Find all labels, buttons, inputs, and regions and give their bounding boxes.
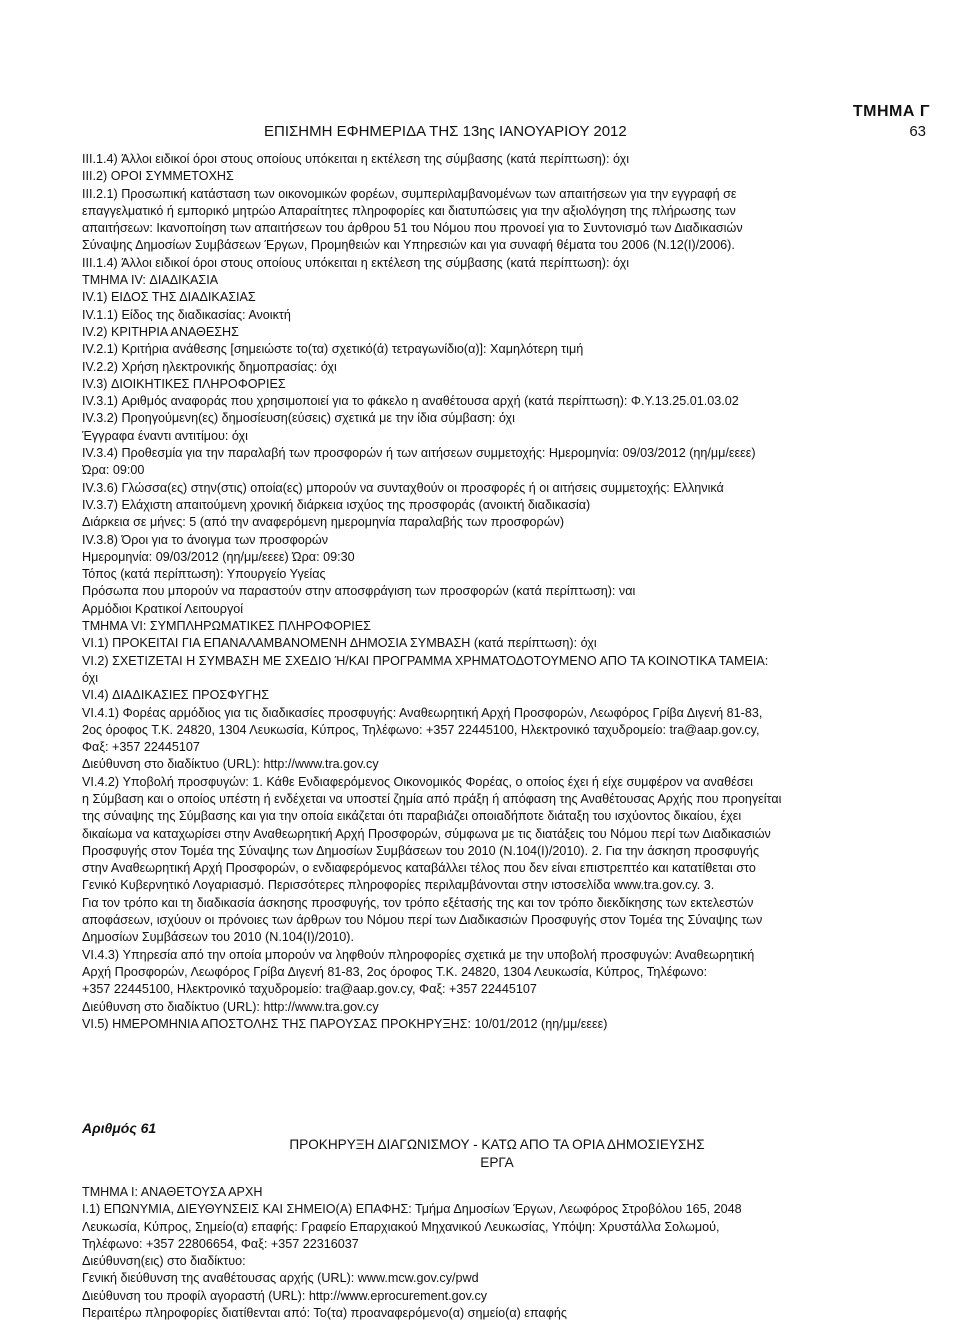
text-line: III.1.4) Άλλοι ειδικοί όροι στους οποίους υπόκειται η εκτέλεση της σύμβασης (κατά περίπτωση): όχι bbox=[82, 152, 630, 166]
text-line: IV.3.7) Ελάχιστη απαιτούμενη χρονική διάρκεια ισχύος της προσφοράς (ανοικτή διαδικασία) bbox=[82, 497, 591, 512]
text-line: IV.1) ΕΙΔΟΣ ΤΗΣ ΔΙΑΔΙΚΑΣΙΑΣ bbox=[82, 290, 256, 305]
text-line: Πρόσωπα που μπορούν να παραστούν στην αποσφράγιση των προσφορών (κατά περίπτωση): ναι bbox=[82, 584, 636, 599]
notice-61-body bbox=[82, 1184, 912, 1322]
text-line: Γενική διεύθυνση της αναθέτουσας αρχής (URL): www.mcw.gov.cy/pwd bbox=[82, 1271, 479, 1286]
text-line: αποφάσεων, ισχύουν οι πρόνοιες των άρθρων του Νόμου περί των Διαδικασιών Προσφυγής στον Τομέα της Σύναψης των bbox=[82, 913, 763, 928]
text-line: Φαξ: +357 22445107 bbox=[82, 740, 200, 755]
text-line: Διεύθυνση(εις) στο διαδίκτυο: bbox=[82, 1254, 246, 1269]
text-line: IV.3.1) Αριθμός αναφοράς που χρησιμοποιεί για το φάκελο η αναθέτουσα αρχή (κατά περίπτωση): Φ.Υ.13.25.01.03.02 bbox=[82, 394, 739, 409]
page-number: 63 bbox=[909, 123, 926, 140]
text-line: +357 22445100, Ηλεκτρονικό ταχυδρομείο: tra@aap.gov.cy, Φαξ: +357 22445107 bbox=[82, 982, 537, 997]
text-line: VI.5) ΗΜΕΡΟΜΗΝΙΑ ΑΠΟΣΤΟΛΗΣ ΤΗΣ ΠΑΡΟΥΣΑΣ ΠΡΟΚΗΡΥΞΗΣ: 10/01/2012 (ηη/μμ/εεεε) bbox=[82, 1016, 608, 1031]
text-line: III.2.1) Προσωπική κατάσταση των οικονομικών φορέων, συμπεριλαμβανομένων των απαιτήσεων για την εγγραφή σε bbox=[82, 186, 737, 201]
text-line: Τηλέφωνο: +357 22806654, Φαξ: +357 22316037 bbox=[82, 1236, 359, 1251]
text-line: Διεύθυνση στο διαδίκτυο (URL): http://www.tra.gov.cy bbox=[82, 999, 379, 1014]
text-line: Ώρα: 09:00 bbox=[82, 463, 145, 478]
text-line: IV.3.2) Προηγούμενη(ες) δημοσίευση(εύσεις) σχετικά με την ίδια σύμβαση: όχι bbox=[82, 411, 515, 426]
section-mark: ΤΜΗΜΑ Γ bbox=[852, 103, 930, 120]
text-line: Διεύθυνση στο διαδίκτυο (URL): http://www.tra.gov.cy bbox=[82, 757, 379, 772]
text-line: Σύναψης Δημοσίων Συμβάσεων Έργων, Προμηθειών και Υπηρεσιών και για συναφή θέματα του 2006 (Ν.12(Ι)/2006). bbox=[82, 238, 735, 253]
text-line: VI.2) ΣΧΕΤΙΖΕΤΑΙ Η ΣΥΜΒΑΣΗ ΜΕ ΣΧΕΔΙΟ Ή/ΚΑΙ ΠΡΟΓΡΑΜΜΑ ΧΡΗΜΑΤΟΔΟΤΟΥΜΕΝΟ ΑΠΟ ΤΑ ΚΟΙΝΟΤΙΚΑ ΤΑΜΕΙΑ: bbox=[82, 653, 769, 668]
text-line: επαγγελματικό ή εμπορικό μητρώο Απαραίτητες πληροφορίες και διατυπώσεις για την αξιολόγηση της πλήρωσης των bbox=[82, 203, 736, 218]
text-line: VI.4.2) Υποβολή προσφυγών: 1. Κάθε Ενδιαφερόμενος Οικονομικός Φορέας, ο οποίος έχει ή είχε συμφέρον να αναθέσει bbox=[82, 774, 753, 789]
text-line: IV.3) ΔΙΟΙΚΗΤΙΚΕΣ ΠΛΗΡΟΦΟΡΙΕΣ bbox=[82, 376, 286, 391]
text-line: Ημερομηνία: 09/03/2012 (ηη/μμ/εεεε) Ώρα: 09:30 bbox=[82, 549, 355, 564]
text-line: ΤΜΗΜΑ VI: ΣΥΜΠΛΗΡΩΜΑΤΙΚΕΣ ΠΛΗΡΟΦΟΡΙΕΣ bbox=[82, 619, 371, 634]
notice-number: Αριθμός 61 bbox=[82, 1120, 157, 1136]
text-line: IV.2.1) Κριτήρια ανάθεσης [σημειώστε το(τα) σχετικό(ά) τετραγωνίδιο(α)]: Χαμηλότερη τιμή bbox=[82, 342, 584, 357]
text-line: Για τον τρόπο και τη διαδικασία άσκησης προσφυγής, τον τρόπο εξέτασής της και τον τρόπο διεκδίκησης των εκτελεστών bbox=[82, 895, 754, 910]
text-line: στην Αναθεωρητική Αρχή Προσφορών, ο ενδιαφερόμενος καταβάλλει τέλος που δεν είναι επιστρεπτέο και κατατίθεται στο bbox=[82, 861, 756, 876]
text-line: η Σύμβαση και ο οποίος υπέστη ή ενδέχεται να υποστεί ζημία από πράξη ή απόφαση της Αναθέτουσας Αρχής που προηγείται bbox=[82, 791, 782, 806]
text-line: III.1.4) Άλλοι ειδικοί όροι στους οποίους υπόκειται η εκτέλεση της σύμβασης (κατά περίπτωση): όχι bbox=[82, 255, 630, 270]
text-line: 2ος όροφος Τ.Κ. 24820, 1304 Λευκωσία, Κύπρος, Τηλέφωνο: +357 22445100, Ηλεκτρονικό ταχυδρομείο: tra@aap.gov.cy, bbox=[82, 722, 760, 737]
text-line: Τόπος (κατά περίπτωση): Υπουργείο Υγείας bbox=[82, 567, 326, 582]
text-line: όχι bbox=[82, 670, 99, 685]
text-line: Διεύθυνση του προφίλ αγοραστή (URL): http://www.eprocurement.gov.cy bbox=[82, 1288, 488, 1303]
text-line: δικαίωμα να καταχωρίσει στην Αναθεωρητική Αρχή Προσφορών, σύμφωνα με τις διατάξεις του Νόμου περί των Διαδικασιών bbox=[82, 826, 771, 841]
gazette-title: ΕΠΙΣΗΜΗ ΕΦΗΜΕΡΙΔΑ ΤΗΣ 13ης ΙΑΝΟΥΑΡΙΟΥ 2012 bbox=[264, 123, 627, 140]
text-line: Λευκωσία, Κύπρος, Σημείο(α) επαφής: Γραφείο Επαρχιακού Μηχανικού Λευκωσίας, Υπόψη: Χρυστάλλα Σολωμού, bbox=[82, 1219, 720, 1234]
text-line: III.2) ΟΡΟΙ ΣΥΜΜΕΤΟΧΗΣ bbox=[82, 169, 234, 184]
text-line: Ι.1) ΕΠΩΝΥΜΙΑ, ΔΙΕΥΘΥΝΣΕΙΣ ΚΑΙ ΣΗΜΕΙΟ(Α) ΕΠΑΦΗΣ: Τμήμα Δημοσίων Έργων, Λεωφόρος Στροβόλου 165, 2048 bbox=[82, 1202, 742, 1217]
text-line: IV.2) ΚΡΙΤΗΡΙΑ ΑΝΑΘΕΣΗΣ bbox=[82, 324, 239, 339]
text-line: IV.2.2) Χρήση ηλεκτρονικής δημοπρασίας: όχι bbox=[82, 359, 337, 374]
text-line: της σύναψης της Σύμβασης και για την οποία εικάζεται ότι παραβιάζει οποιαδήποτε διάταξη του ισχύοντος δικαίου, έχει bbox=[82, 809, 742, 824]
text-line: IV.1.1) Είδος της διαδικασίας: Ανοικτή bbox=[82, 307, 291, 322]
text-line: VI.4) ΔΙΑΔΙΚΑΣΙΕΣ ΠΡΟΣΦΥΓΗΣ bbox=[82, 688, 270, 703]
text-line: IV.3.8) Όροι για το άνοιγμα των προσφορών bbox=[82, 532, 329, 547]
text-line: ΤΜΗΜΑ Ι: ΑΝΑΘΕΤΟΥΣΑ ΑΡΧΗ bbox=[82, 1185, 263, 1199]
text-line: IV.3.6) Γλώσσα(ες) στην(στις) οποία(ες) μπορούν να συνταχθούν οι προσφορές ή οι αιτήσεις συμμετοχής: Ελληνικά bbox=[82, 480, 724, 495]
notice-title-line-2: ΕΡΓΑ bbox=[480, 1154, 514, 1170]
text-line: VI.4.1) Φορέας αρμόδιος για τις διαδικασίες προσφυγής: Αναθεωρητική Αρχή Προσφορών, Λεωφόρος Γρίβα Διγενή 81-83, bbox=[82, 705, 763, 720]
text-line: VI.1) ΠΡΟΚΕΙΤΑΙ ΓΙΑ ΕΠΑΝΑΛΑΜΒΑΝΟΜΕΝΗ ΔΗΜΟΣΙΑ ΣΥΜΒΑΣΗ (κατά περίπτωση): όχι bbox=[82, 636, 597, 651]
text-line: Προσφυγής στον Τομέα της Σύναψης των Δημοσίων Συμβάσεων του 2010 (Ν.104(Ι)/2010). 2. Για την άσκηση προσφυγής bbox=[82, 843, 760, 858]
notice-title bbox=[82, 1136, 912, 1171]
text-line: IV.3.4) Προθεσμία για την παραλαβή των προσφορών ή των αιτήσεων συμμετοχής: Ημερομηνία: 09/03/2012 (ηη/μμ/εεεε) bbox=[82, 446, 756, 461]
text-line: ΤΜΗΜΑ IV: ΔΙΑΔΙΚΑΣΙΑ bbox=[82, 273, 219, 288]
text-line: Διάρκεια σε μήνες: 5 (από την αναφερόμενη ημερομηνία παραλαβής των προσφορών) bbox=[82, 515, 565, 530]
text-line: απαιτήσεων: Ικανοποίηση των απαιτήσεων του άρθρου 51 του Νόμου που προνοεί για το Συντονισμό των Διαδικασιών bbox=[82, 221, 743, 236]
text-line: Περαιτέρω πληροφορίες διατίθενται από: Το(τα) προαναφερόμενο(α) σημείο(α) επαφής bbox=[82, 1306, 567, 1321]
text-line: Έγγραφα έναντι αντιτίμου: όχι bbox=[82, 428, 248, 443]
page-header bbox=[0, 0, 960, 150]
notice-title-line-1: ΠΡΟΚΗΡΥΞΗ ΔΙΑΓΩΝΙΣΜΟΥ - ΚΑΤΩ ΑΠΟ ΤΑ ΟΡΙΑ ΔΗΜΟΣΙΕΥΣΗΣ bbox=[289, 1137, 705, 1152]
text-line: Γενικό Κυβερνητικό Λογαριασμό. Περισσότερες πληροφορίες περιλαμβάνονται στην ιστοσελίδα www.tra.gov.cy. 3. bbox=[82, 878, 715, 893]
text-line: Αρχή Προσφορών, Λεωφόρος Γρίβα Διγενή 81-83, 2ος όροφος Τ.Κ. 24820, 1304 Λευκωσία, Κύπρος, Τηλέφωνο: bbox=[82, 964, 708, 979]
text-line: VI.4.3) Υπηρεσία από την οποία μπορούν να ληφθούν πληροφορίες σχετικά με την υποβολή προσφυγών: Αναθεωρητική bbox=[82, 947, 755, 962]
text-line: Δημοσίων Συμβάσεων του 2010 (Ν.104(Ι)/2010). bbox=[82, 930, 354, 945]
notice-60-continuation bbox=[82, 151, 912, 1033]
text-line: Αρμόδιοι Κρατικοί Λειτουργοί bbox=[82, 601, 244, 616]
